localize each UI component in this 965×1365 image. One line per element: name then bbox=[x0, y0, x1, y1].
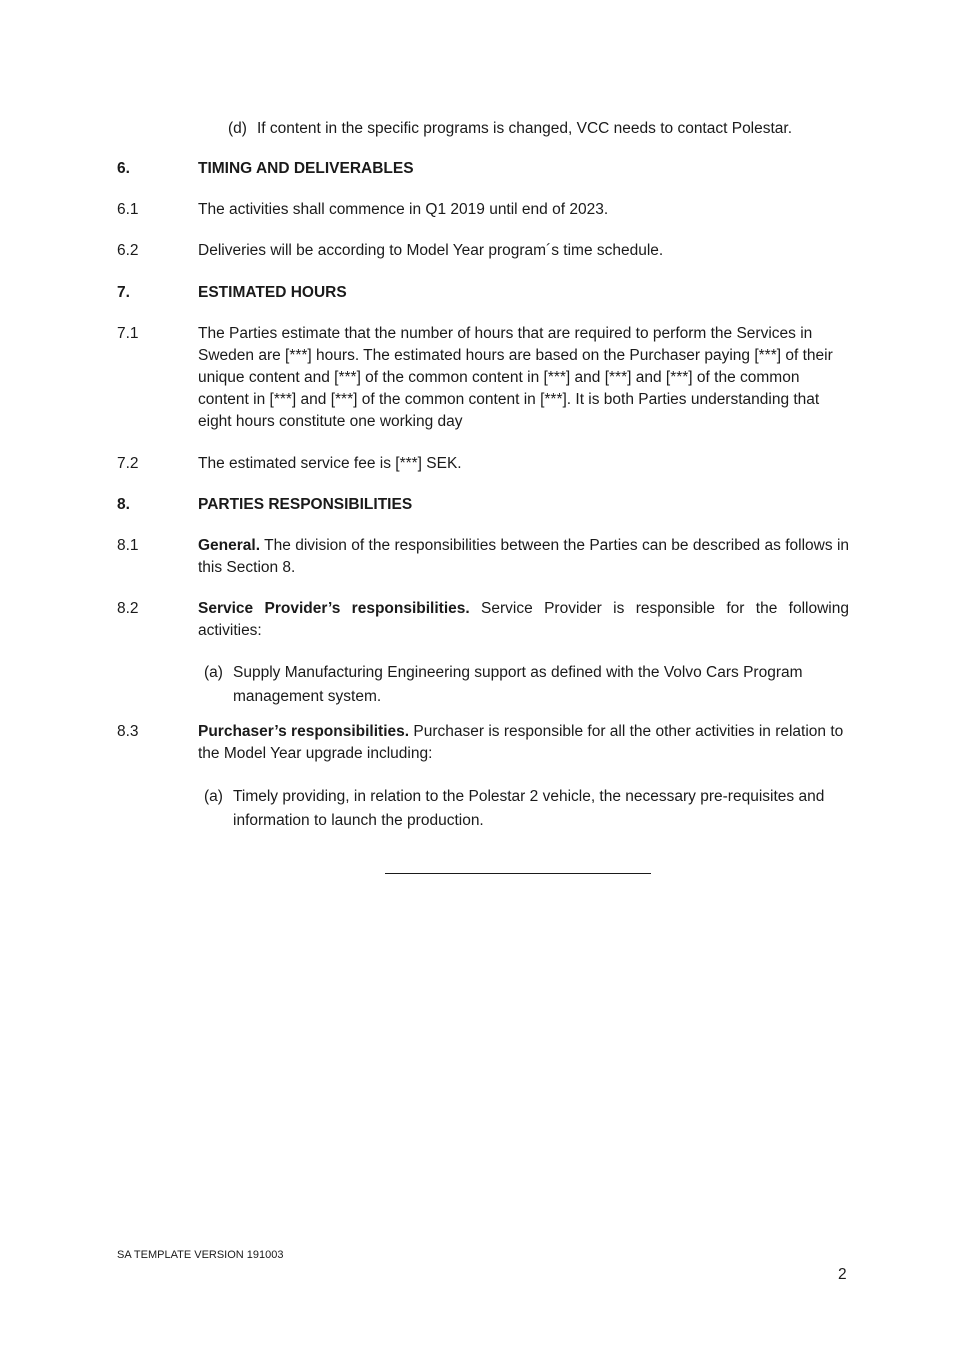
template-version: SA TEMPLATE VERSION 191003 bbox=[117, 1249, 284, 1261]
clause-body: The division of the responsibilities between the Parties can be described as follows in this Section 8. bbox=[198, 537, 850, 576]
list-item-label: (d) bbox=[228, 120, 247, 137]
clause-text bbox=[198, 721, 849, 765]
list-item-label: (a) bbox=[204, 788, 223, 805]
clause-text: The estimated service fee is [***] SEK. bbox=[198, 455, 462, 472]
clause-number: 8.2 bbox=[117, 600, 139, 617]
clause-lead: Service Provider’s responsibilities. bbox=[198, 600, 470, 617]
clause-number: 8.3 bbox=[117, 723, 139, 740]
clause-text: The activities shall commence in Q1 2019 until end of 2023. bbox=[198, 201, 609, 218]
section-heading: PARTIES RESPONSIBILITIES bbox=[198, 496, 413, 513]
clause-lead: Purchaser’s responsibilities. bbox=[198, 723, 410, 740]
clause-number: 6.2 bbox=[117, 242, 139, 259]
section-number: 8. bbox=[117, 496, 130, 513]
page-number: 2 bbox=[838, 1266, 847, 1283]
list-item-text: If content in the specific programs is changed, VCC needs to contact Polestar. bbox=[257, 120, 793, 137]
clause-number: 7.2 bbox=[117, 455, 139, 472]
clause-number: 6.1 bbox=[117, 201, 139, 218]
clause-text: Deliveries will be according to Model Year program´s time schedule. bbox=[198, 242, 664, 259]
clause-lead: General. bbox=[198, 537, 261, 554]
section-number: 6. bbox=[117, 160, 130, 177]
clause-text: The Parties estimate that the number of hours that are required to perform the Services in Sweden are [***] hours. The estimated hours are based on the Purchaser paying [***] of their unique content and [***] of the common content in [***] and [***] and [***] of the common content in [***] and [***] of the common content in [***]. It is both Parties understanding that eight hours constitute one working day bbox=[198, 325, 833, 430]
section-number: 7. bbox=[117, 284, 130, 301]
list-item-text: Supply Manufacturing Engineering support as defined with the Volvo Cars Program management system. bbox=[233, 664, 803, 705]
end-rule bbox=[385, 873, 651, 874]
list-item-text: Timely providing, in relation to the Polestar 2 vehicle, the necessary pre-requisites and information to launch the production. bbox=[233, 788, 825, 829]
clause-body: Service Provider is responsible for the following activities: bbox=[198, 600, 849, 639]
clause-text bbox=[198, 598, 849, 642]
clause-text bbox=[198, 535, 849, 579]
list-item-label: (a) bbox=[204, 664, 223, 681]
clause-number: 7.1 bbox=[117, 325, 139, 342]
clause-number: 8.1 bbox=[117, 537, 139, 554]
section-heading: ESTIMATED HOURS bbox=[198, 284, 347, 301]
section-heading: TIMING AND DELIVERABLES bbox=[198, 160, 414, 177]
clause-body: Purchaser is responsible for all the other activities in relation to the Model Year upgrade including: bbox=[198, 723, 844, 762]
